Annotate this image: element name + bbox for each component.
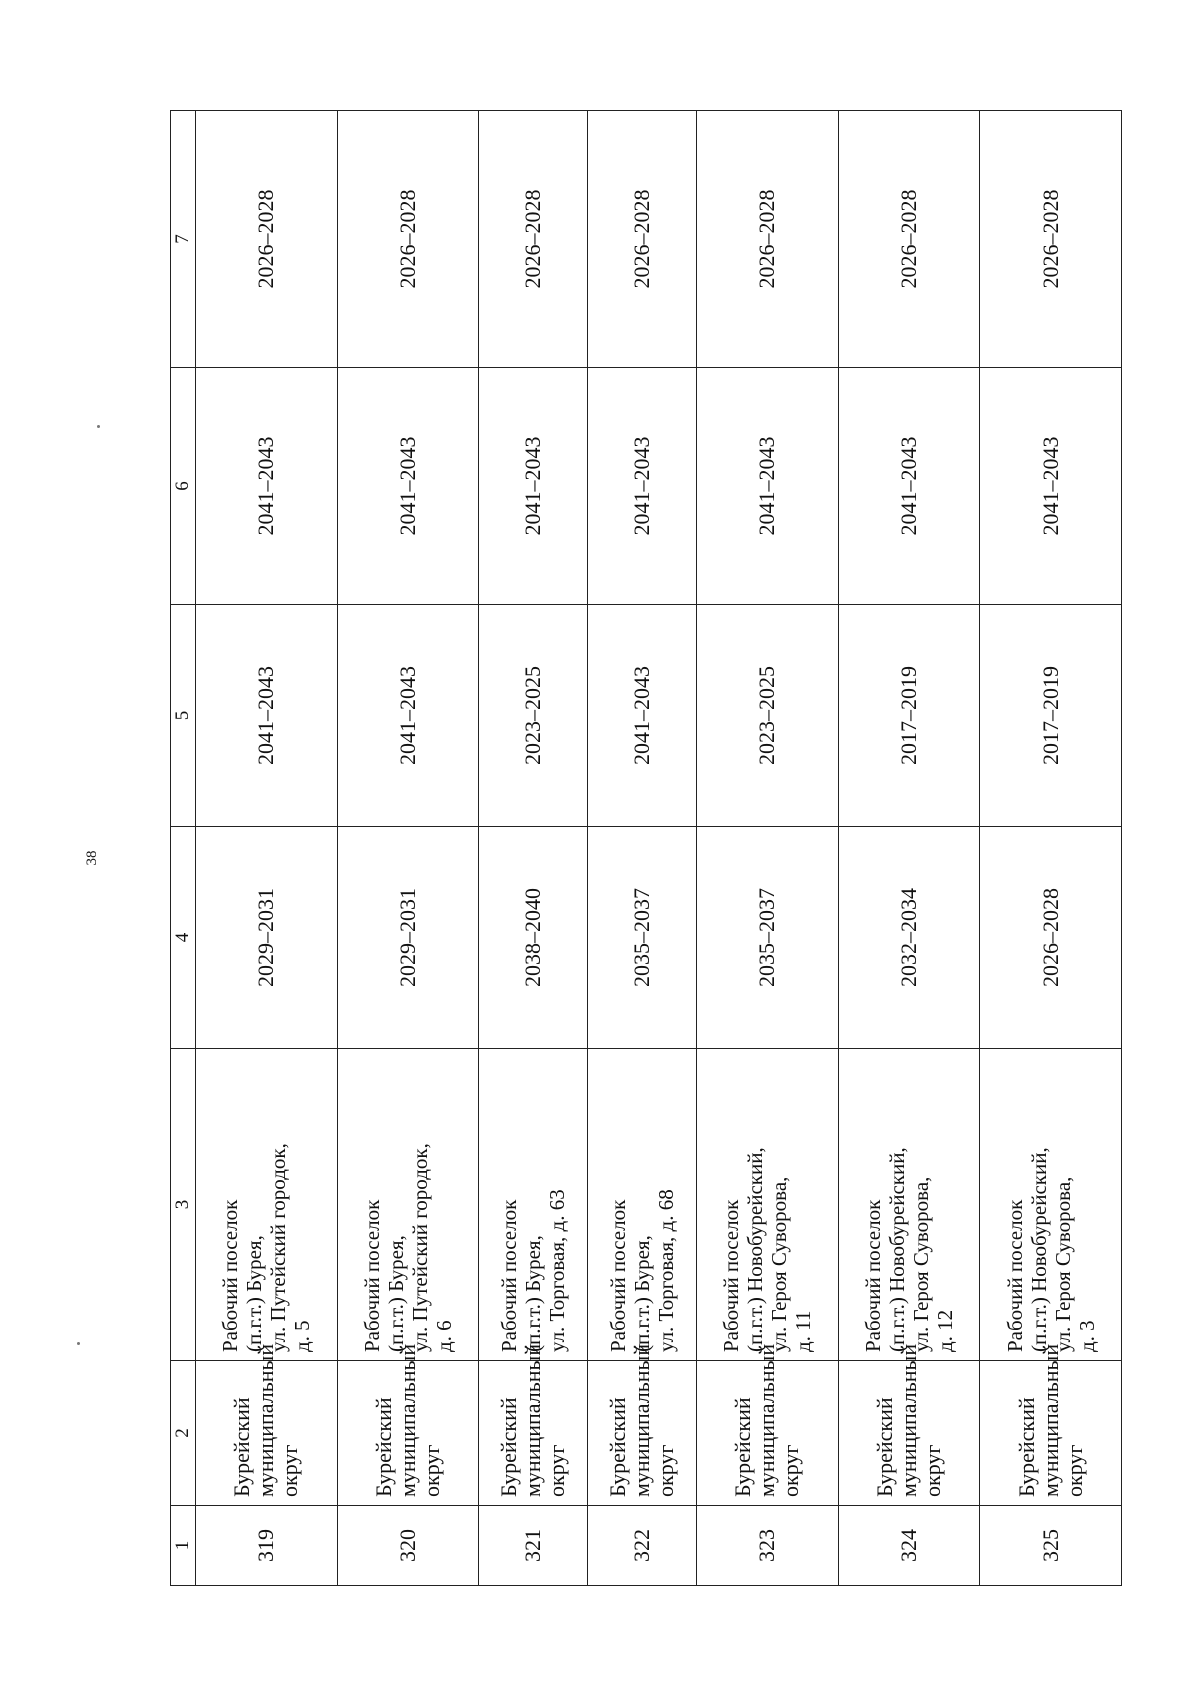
address-line: Рабочий поселок	[497, 1199, 522, 1352]
schedule-table	[170, 110, 1122, 1586]
period-cell-c4: 2032–2034	[838, 827, 980, 1049]
address-cell	[196, 1049, 338, 1361]
table-row	[337, 111, 479, 1586]
table-row	[980, 111, 1122, 1586]
district-line: округ	[778, 1444, 804, 1497]
period-cell-c6: 2041–2043	[980, 368, 1122, 605]
table-row	[196, 111, 338, 1586]
address-line: д. 3	[1074, 1320, 1099, 1352]
period-cell-c5: 2023–2025	[479, 605, 588, 827]
period-cell-c6: 2041–2043	[838, 368, 980, 605]
period-cell-c7: 2026–2028	[479, 111, 588, 368]
address-cell	[980, 1049, 1122, 1361]
address-line: (п.г.т.) Бурея,	[242, 1235, 267, 1352]
district-line: Бурейский	[229, 1397, 255, 1497]
district-line: округ	[919, 1444, 945, 1497]
table-row	[588, 111, 697, 1586]
period-cell-c5: 2041–2043	[337, 605, 479, 827]
table-row	[479, 111, 588, 1586]
district-line: Бурейский	[730, 1397, 756, 1497]
column-number-row	[171, 111, 196, 1586]
row-number-cell: 323	[696, 1506, 838, 1586]
district-cell	[479, 1343, 588, 1506]
address-line: Рабочий поселок	[360, 1199, 385, 1352]
address-line: Рабочий поселок	[1002, 1199, 1027, 1352]
table-body	[171, 111, 1122, 1586]
address-line: ул. Героя Суворова,	[767, 1176, 792, 1352]
address-line: (п.г.т.) Бурея,	[521, 1235, 546, 1352]
scan-speck	[97, 425, 100, 428]
district-cell	[980, 1343, 1122, 1506]
period-cell-c4: 2029–2031	[337, 827, 479, 1049]
period-cell-c5: 2023–2025	[696, 605, 838, 827]
period-cell-c7: 2026–2028	[588, 111, 697, 368]
period-cell-c7: 2026–2028	[980, 111, 1122, 368]
column-number-1: 1	[171, 1506, 196, 1586]
column-number-3: 3	[171, 1049, 196, 1361]
address-line: (п.г.т.) Новобурейский,	[1026, 1147, 1051, 1352]
district-line: округ	[277, 1444, 303, 1497]
row-number-cell: 322	[588, 1506, 697, 1586]
district-line: Бурейский	[1013, 1397, 1039, 1497]
table-row	[838, 111, 980, 1586]
address-cell	[696, 1049, 838, 1361]
district-line: муниципальный	[253, 1343, 279, 1497]
district-line: муниципальный	[628, 1343, 654, 1497]
period-cell-c5: 2041–2043	[588, 605, 697, 827]
row-number-cell: 320	[337, 1506, 479, 1586]
address-line: д. 5	[290, 1320, 315, 1352]
district-line: муниципальный	[395, 1343, 421, 1497]
row-number-cell: 321	[479, 1506, 588, 1586]
district-line: Бурейский	[371, 1397, 397, 1497]
address-line: (п.г.т.) Бурея,	[384, 1235, 409, 1352]
period-cell-c4: 2038–2040	[479, 827, 588, 1049]
scan-speck	[77, 1342, 80, 1345]
district-line: округ	[419, 1444, 445, 1497]
address-line: д. 12	[932, 1309, 957, 1352]
district-line: округ	[544, 1444, 570, 1497]
address-line: (п.г.т.) Новобурейский,	[743, 1147, 768, 1352]
address-line: Рабочий поселок	[719, 1199, 744, 1352]
period-cell-c6: 2041–2043	[588, 368, 697, 605]
period-cell-c7: 2026–2028	[696, 111, 838, 368]
row-number-cell: 319	[196, 1506, 338, 1586]
address-cell	[838, 1049, 980, 1361]
address-line: д. 6	[432, 1320, 457, 1352]
period-cell-c7: 2026–2028	[838, 111, 980, 368]
address-line: Рабочий поселок	[605, 1199, 630, 1352]
column-number-2: 2	[171, 1361, 196, 1506]
period-cell-c4: 2035–2037	[696, 827, 838, 1049]
district-cell	[588, 1343, 697, 1506]
district-line: муниципальный	[895, 1343, 921, 1497]
period-cell-c5: 2017–2019	[980, 605, 1122, 827]
schedule-table-rotated	[170, 111, 1122, 1586]
address-line: Рабочий поселок	[218, 1199, 243, 1352]
district-line: муниципальный	[754, 1343, 780, 1497]
address-line: ул. Героя Суворова,	[1050, 1176, 1075, 1352]
period-cell-c5: 2041–2043	[196, 605, 338, 827]
address-cell	[479, 1049, 588, 1361]
district-cell	[196, 1343, 338, 1506]
period-cell-c7: 2026–2028	[196, 111, 338, 368]
period-cell-c5: 2017–2019	[838, 605, 980, 827]
period-cell-c6: 2041–2043	[479, 368, 588, 605]
period-cell-c6: 2041–2043	[196, 368, 338, 605]
address-line: ул. Торговая, д. 63	[545, 1189, 570, 1352]
address-line: (п.г.т.) Новобурейский,	[884, 1147, 909, 1352]
row-number-cell: 325	[980, 1506, 1122, 1586]
district-line: муниципальный	[1037, 1343, 1063, 1497]
district-line: Бурейский	[871, 1397, 897, 1497]
column-number-5: 5	[171, 605, 196, 827]
address-line: д. 11	[791, 1310, 816, 1352]
district-line: Бурейский	[496, 1397, 522, 1497]
address-line: ул. Путейский городок,	[266, 1143, 291, 1352]
address-cell	[337, 1049, 479, 1361]
column-number-4: 4	[171, 827, 196, 1049]
address-line: Рабочий поселок	[860, 1199, 885, 1352]
table-row	[696, 111, 838, 1586]
column-number-7: 7	[171, 111, 196, 368]
period-cell-c4: 2029–2031	[196, 827, 338, 1049]
district-cell	[337, 1343, 479, 1506]
row-number-cell: 324	[838, 1506, 980, 1586]
address-line: (п.г.т.) Бурея,	[629, 1235, 654, 1352]
period-cell-c6: 2041–2043	[337, 368, 479, 605]
address-line: ул. Героя Суворова,	[908, 1176, 933, 1352]
district-line: Бурейский	[604, 1397, 630, 1497]
period-cell-c6: 2041–2043	[696, 368, 838, 605]
district-line: муниципальный	[520, 1343, 546, 1497]
district-cell	[696, 1343, 838, 1506]
address-cell	[588, 1049, 697, 1361]
column-number-6: 6	[171, 368, 196, 605]
district-cell	[838, 1343, 980, 1506]
period-cell-c4: 2035–2037	[588, 827, 697, 1049]
district-line: округ	[652, 1444, 678, 1497]
period-cell-c4: 2026–2028	[980, 827, 1122, 1049]
page-number: 38	[84, 850, 100, 866]
period-cell-c7: 2026–2028	[337, 111, 479, 368]
district-line: округ	[1061, 1444, 1087, 1497]
address-line: ул. Торговая, д. 68	[653, 1189, 678, 1352]
address-line: ул. Путейский городок,	[408, 1143, 433, 1352]
